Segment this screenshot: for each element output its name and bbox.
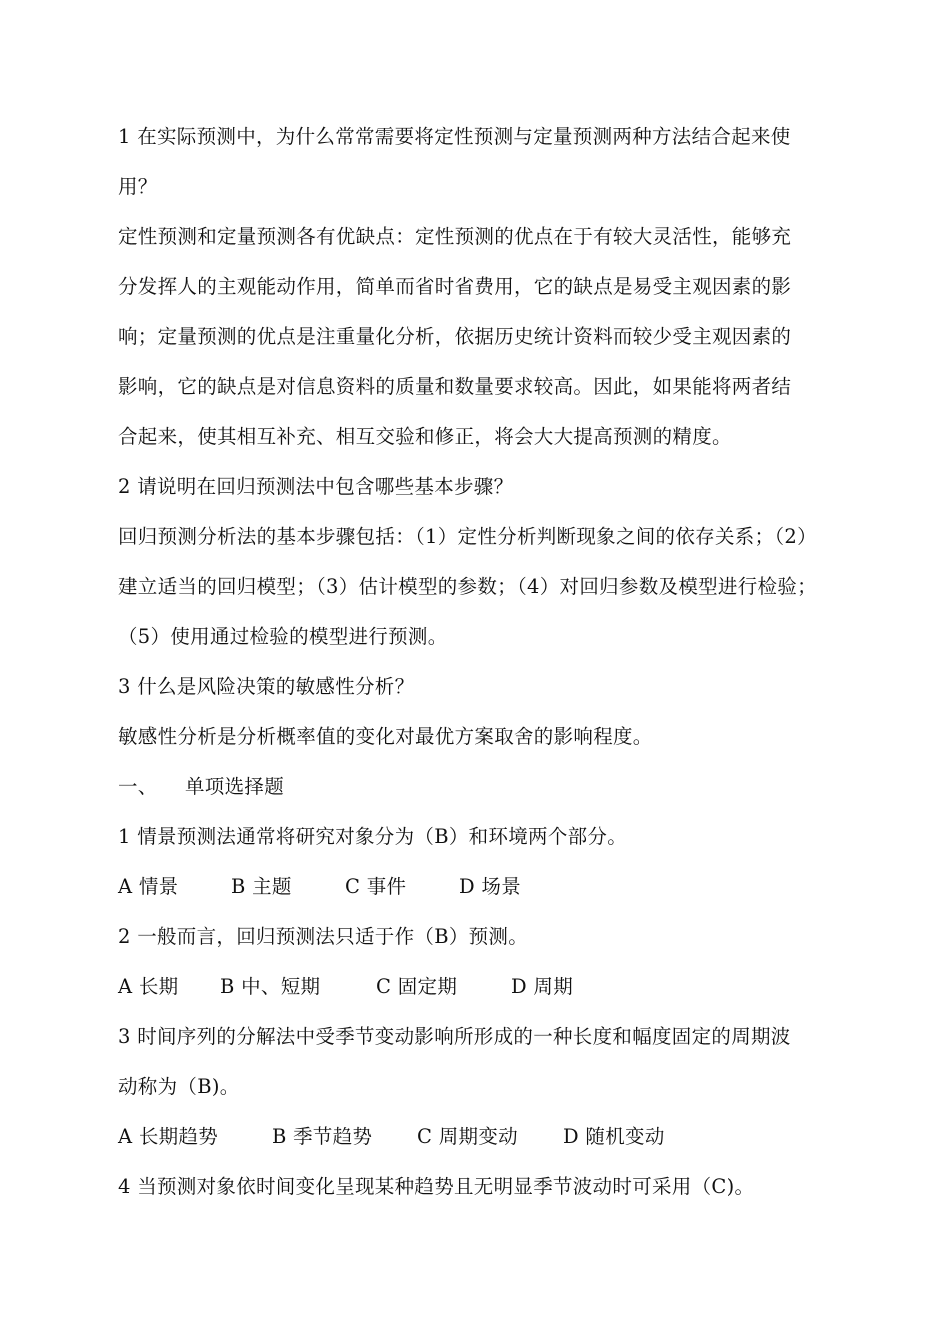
choice-q1-option-a: A 情景: [118, 875, 179, 898]
short-answer-a3: 敏感性分析是分析概率值的变化对最优方案取舍的影响程度。: [118, 725, 653, 748]
short-answer-a1-line-3: 响；定量预测的优点是注重量化分析，依据历史统计资料而较少受主观因素的: [118, 325, 792, 348]
short-answer-a1-line-5: 合起来，使其相互补充、相互交验和修正，将会大大提高预测的精度。: [118, 425, 732, 448]
short-answer-q1-line-2: 用？: [118, 175, 158, 198]
choice-q1-options: [118, 862, 833, 912]
choice-q2-option-a: A 长期: [118, 975, 179, 998]
short-answer-a2-line-1: 回归预测分析法的基本步骤包括：（1）定性分析判断现象之间的依存关系；（2）: [118, 525, 817, 548]
choice-q3-option-c: C 周期变动: [417, 1125, 518, 1148]
short-answer-a1-line-2: 分发挥人的主观能动作用，简单而省时省费用，它的缺点是易受主观因素的影: [118, 275, 792, 298]
choice-q4: 4 当预测对象依时间变化呈现某种趋势且无明显季节波动时可采用（C)。: [118, 1175, 755, 1198]
short-answer-a2-line-3: （5）使用通过检验的模型进行预测。: [118, 625, 448, 648]
choice-q3-options: [118, 1112, 833, 1162]
choice-q2-options: [118, 962, 833, 1012]
section-number: 一、: [118, 775, 158, 798]
choice-q3-line-2: 动称为（B)。: [118, 1075, 240, 1098]
choice-q1: 1 情景预测法通常将研究对象分为（B）和环境两个部分。: [118, 825, 628, 848]
choice-q2: 2 一般而言，回归预测法只适于作（B）预测。: [118, 925, 529, 948]
section-title: 单项选择题: [185, 775, 285, 798]
short-answer-q2: 2 请说明在回归预测法中包含哪些基本步骤？: [118, 475, 514, 498]
choice-q2-option-b: B 中、短期: [220, 975, 321, 998]
short-answer-q3: 3 什么是风险决策的敏感性分析？: [118, 675, 415, 698]
choice-q3-option-b: B 季节趋势: [272, 1125, 373, 1148]
choice-q3-option-a: A 长期趋势: [118, 1125, 219, 1148]
section-heading: [118, 762, 833, 812]
choice-q3-option-d: D 随机变动: [563, 1125, 665, 1148]
short-answer-a1-line-4: 影响，它的缺点是对信息资料的质量和数量要求较高。因此，如果能将两者结: [118, 375, 792, 398]
choice-q1-option-c: C 事件: [345, 875, 407, 898]
choice-q3-line-1: 3 时间序列的分解法中受季节变动影响所形成的一种长度和幅度固定的周期波: [118, 1025, 791, 1048]
choice-q2-option-c: C 固定期: [376, 975, 458, 998]
short-answer-a1-line-1: 定性预测和定量预测各有优缺点：定性预测的优点在于有较大灵活性，能够充: [118, 225, 792, 248]
short-answer-q1-line-1: 1 在实际预测中，为什么常常需要将定性预测与定量预测两种方法结合起来使: [118, 125, 791, 148]
choice-q1-option-b: B 主题: [231, 875, 292, 898]
choice-q1-option-d: D 场景: [459, 875, 522, 898]
short-answer-a2-line-2: 建立适当的回归模型；（3）估计模型的参数；（4）对回归参数及模型进行检验；: [118, 575, 817, 598]
document-content: [118, 112, 833, 1212]
choice-q2-option-d: D 周期: [511, 975, 574, 998]
